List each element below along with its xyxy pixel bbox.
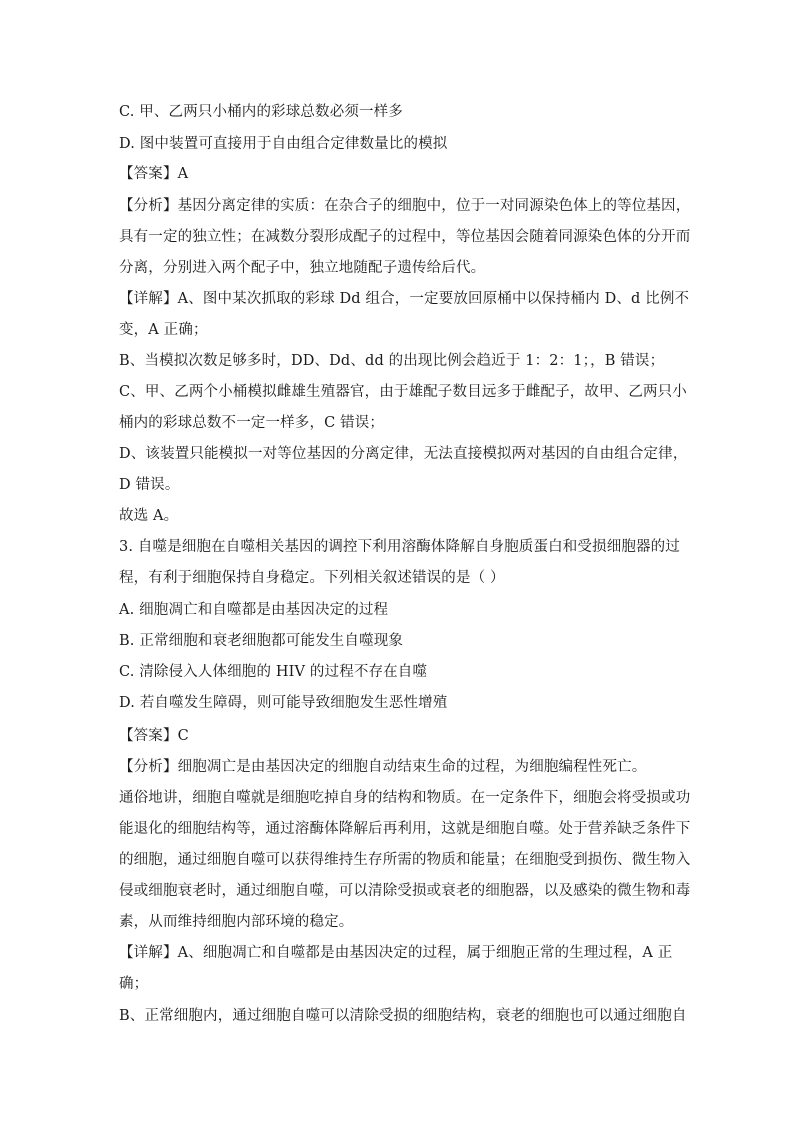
- answer-label: 【答案】C: [119, 728, 189, 744]
- detail-line: 桶内的彩球总数不一定一样多，C 错误；: [119, 415, 385, 431]
- detail-line: 【详解】A、细胞凋亡和自噬都是由基因决定的过程，属于细胞正常的生理过程，A 正: [119, 945, 673, 961]
- detail-line: B、当模拟次数足够多时，DD、Dd、dd 的出现比例会趋近于 1：2：1；，B 错误；: [119, 353, 665, 369]
- option-a: A. 细胞凋亡和自噬都是由基因决定的过程: [119, 602, 389, 618]
- detail-line: B、正常细胞内，通过细胞自噬可以清除受损的细胞结构，衰老的细胞也可以通过细胞自: [119, 1008, 687, 1024]
- analysis-line: 素，从而维持细胞内部环境的稳定。: [119, 914, 354, 930]
- detail-line: 变，A 正确；: [119, 322, 208, 338]
- analysis-line: 通俗地讲，细胞自噬就是细胞吃掉自身的结构和物质。在一定条件下，细胞会将受损或功: [119, 790, 691, 806]
- detail-line: 【详解】A、图中某次抓取的彩球 Dd 组合，一定要放回原桶中以保持桶内 D、d 比例不: [119, 291, 690, 307]
- option-b: B. 正常细胞和衰老细胞都可能发生自噬现象: [119, 633, 404, 649]
- analysis-line: 分离，分别进入两个配子中，独立地随配子遗传给后代。: [119, 260, 486, 276]
- question-stem: 程，有利于细胞保持自身稳定。下列相关叙述错误的是（ ）: [119, 570, 505, 586]
- answer-label: 【答案】A: [119, 166, 189, 182]
- option-c: C. 清除侵入人体细胞的 HIV 的过程不存在自噬: [119, 664, 428, 680]
- conclusion-line: 故选 A。: [119, 508, 179, 524]
- detail-line: 确；: [119, 976, 149, 992]
- detail-line: D 错误。: [119, 477, 180, 493]
- analysis-line: 具有一定的独立性；在减数分裂形成配子的过程中，等位基因会随着同源染色体的分开而: [119, 229, 691, 245]
- detail-line: D、该装置只能模拟一对等位基因的分离定律，无法直接模拟两对基因的自由组合定律，: [119, 446, 688, 462]
- analysis-line: 【分析】细胞凋亡是由基因决定的细胞自动结束生命的过程，为细胞编程性死亡。: [119, 759, 647, 775]
- analysis-line: 侵或细胞衰老时，通过细胞自噬，可以清除受损或衰老的细胞器，以及感染的微生物和毒: [119, 883, 691, 899]
- analysis-line: 的细胞，通过细胞自噬可以获得维持生存所需的物质和能量；在细胞受到损伤、微生物入: [119, 852, 691, 868]
- option-d: D. 若自噬发生障碍，则可能导致细胞发生恶性增殖: [119, 695, 448, 711]
- detail-line: C、甲、乙两个小桶模拟雌雄生殖器官，由于雄配子数目远多于雌配子，故甲、乙两只小: [119, 384, 687, 400]
- question-stem: 3. 自噬是细胞在自噬相关基因的调控下利用溶酶体降解自身胞质蛋白和受损细胞器的过: [119, 539, 680, 555]
- option-d: D. 图中装置可直接用于自由组合定律数量比的模拟: [119, 136, 448, 152]
- analysis-line: 能退化的细胞结构等，通过溶酶体降解后再利用，这就是细胞自噬。处于营养缺乏条件下: [119, 821, 691, 837]
- option-c: C. 甲、乙两只小桶内的彩球总数必须一样多: [119, 104, 403, 120]
- analysis-line: 【分析】基因分离定律的实质：在杂合子的细胞中，位于一对同源染色体上的等位基因，: [119, 198, 691, 214]
